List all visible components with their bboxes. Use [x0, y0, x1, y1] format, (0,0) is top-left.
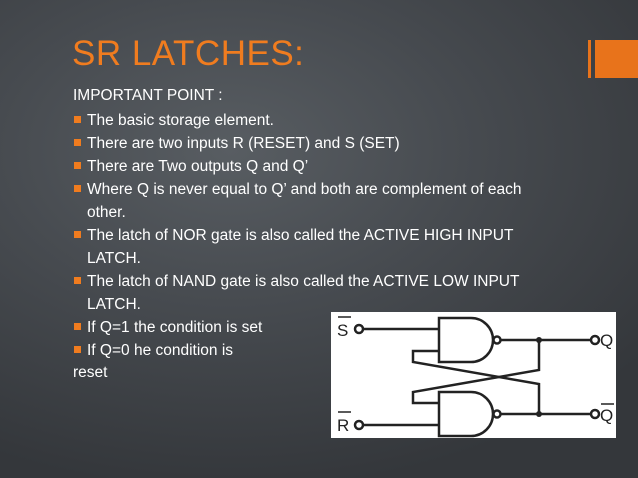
inversion-bubble-bottom: [494, 411, 501, 418]
bullet-text: The latch of NAND gate is also called the ACTIVE LOW INPUT LATCH.: [87, 273, 520, 313]
bullet-item: [73, 224, 543, 270]
bullet-item: [73, 155, 543, 178]
bullet-text: If Q=1 the condition is set: [87, 319, 263, 336]
label-s: S: [337, 321, 349, 340]
label-q: Q: [600, 331, 614, 350]
terminal-s: [355, 325, 363, 333]
junction-dot-bottom: [536, 411, 542, 417]
bullet-square-icon: [74, 346, 81, 353]
bullet-item: [73, 270, 543, 316]
important-point-heading: IMPORTANT POINT :: [73, 87, 223, 104]
bullet-square-icon: [74, 323, 81, 330]
junction-dot-top: [536, 337, 542, 343]
sr-latch-diagram: [331, 312, 616, 438]
nand-latch-circuit: [331, 312, 616, 438]
nand-gate-bottom-icon: [439, 392, 493, 436]
label-r: R: [337, 416, 350, 435]
terminal-r: [355, 421, 363, 429]
inversion-bubble-top: [494, 337, 501, 344]
bullet-square-icon: [74, 139, 81, 146]
bullet-square-icon: [74, 185, 81, 192]
terminal-q: [591, 336, 599, 344]
trailing-text: reset: [73, 364, 108, 381]
bullet-square-icon: [74, 116, 81, 123]
accent-bar-thick: [595, 40, 638, 78]
bullet-square-icon: [74, 162, 81, 169]
bullet-text: The basic storage element.: [87, 112, 274, 129]
slide-title: SR LATCHES:: [72, 34, 305, 73]
bullet-square-icon: [74, 277, 81, 284]
bullet-text: If Q=0 he condition is: [87, 342, 234, 359]
bullet-item: [73, 132, 543, 155]
bullet-text: The latch of NOR gate is also called the ACTIVE HIGH INPUT LATCH.: [87, 227, 514, 267]
bullet-text: Where Q is never equal to Q’ and both are complement of each other.: [87, 181, 522, 221]
nand-gate-top-icon: [439, 318, 493, 362]
label-qbar: Q: [600, 406, 614, 425]
terminal-qbar: [591, 410, 599, 418]
bullet-item: [73, 178, 543, 224]
accent-bar-thin: [588, 40, 591, 78]
bullet-item: [73, 109, 543, 132]
bullet-text: There are two inputs R (RESET) and S (SET): [87, 135, 400, 152]
bullet-square-icon: [74, 231, 81, 238]
bullet-text: There are Two outputs Q and Q’: [87, 158, 309, 175]
